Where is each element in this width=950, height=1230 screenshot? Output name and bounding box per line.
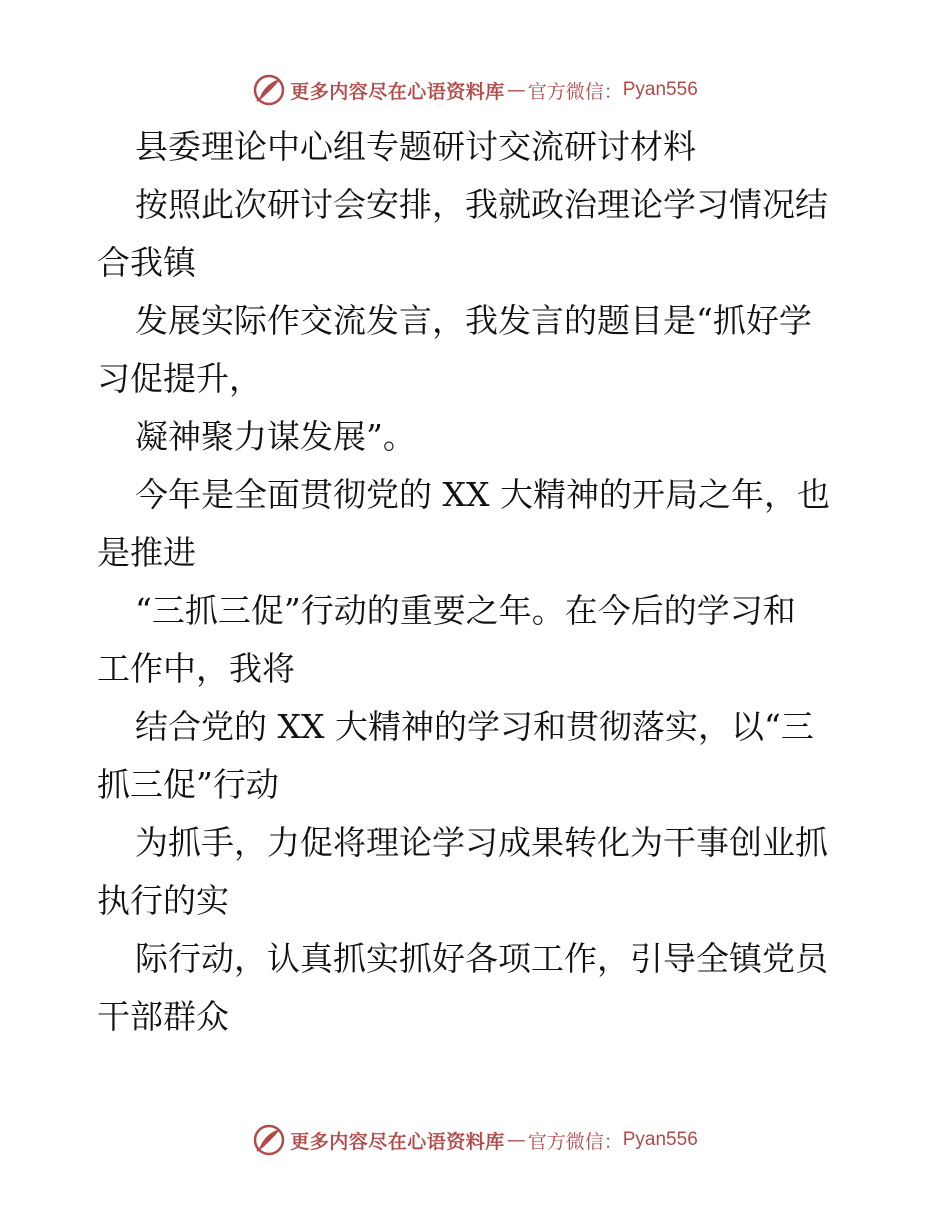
document-line: 际行动，认真抓实抓好各项工作，引导全镇党员: [135, 939, 828, 978]
document-line: 结合党的 XX 大精神的学习和贯彻落实，以“三: [135, 707, 814, 746]
watermark-footer: [0, 1120, 950, 1160]
pen-logo-icon: [252, 1123, 286, 1157]
watermark-sub: 官方微信：: [527, 1130, 623, 1153]
document-line: 按照此次研讨会安排，我就政治理论学习情况结: [135, 185, 828, 224]
watermark-brand: 更多内容尽在心语资料库: [290, 80, 505, 103]
document-line: 凝神聚力谋发展”。: [135, 417, 416, 456]
document-line: 是推进: [97, 533, 196, 572]
watermark-dash: —: [506, 1129, 526, 1151]
watermark-header: [0, 70, 950, 110]
watermark-sub: 官方微信：: [527, 80, 623, 103]
watermark-id: Pyan556: [622, 79, 698, 100]
document-line: 工作中，我将: [97, 649, 295, 688]
document-line: 习促提升，: [97, 359, 262, 398]
document-line: 合我镇: [97, 243, 196, 282]
document-line: 发展实际作交流发言，我发言的题目是“抓好学: [135, 301, 812, 340]
document-line: 今年是全面贯彻党的 XX 大精神的开局之年，也: [135, 475, 830, 514]
document-line: 执行的实: [97, 881, 229, 920]
document-body: [97, 118, 857, 1046]
pen-logo-icon: [252, 73, 286, 107]
document-line: 县委理论中心组专题研讨交流研讨材料: [135, 127, 696, 166]
document-line: “三抓三促”行动的重要之年。在今后的学习和: [135, 591, 796, 630]
document-line: 干部群众: [97, 997, 229, 1036]
document-line: 抓三促”行动: [97, 765, 279, 804]
document-line: 为抓手，力促将理论学习成果转化为干事创业抓: [135, 823, 828, 862]
watermark-dash: —: [506, 79, 526, 101]
watermark-brand: 更多内容尽在心语资料库: [290, 1130, 505, 1153]
watermark-id: Pyan556: [622, 1129, 698, 1150]
